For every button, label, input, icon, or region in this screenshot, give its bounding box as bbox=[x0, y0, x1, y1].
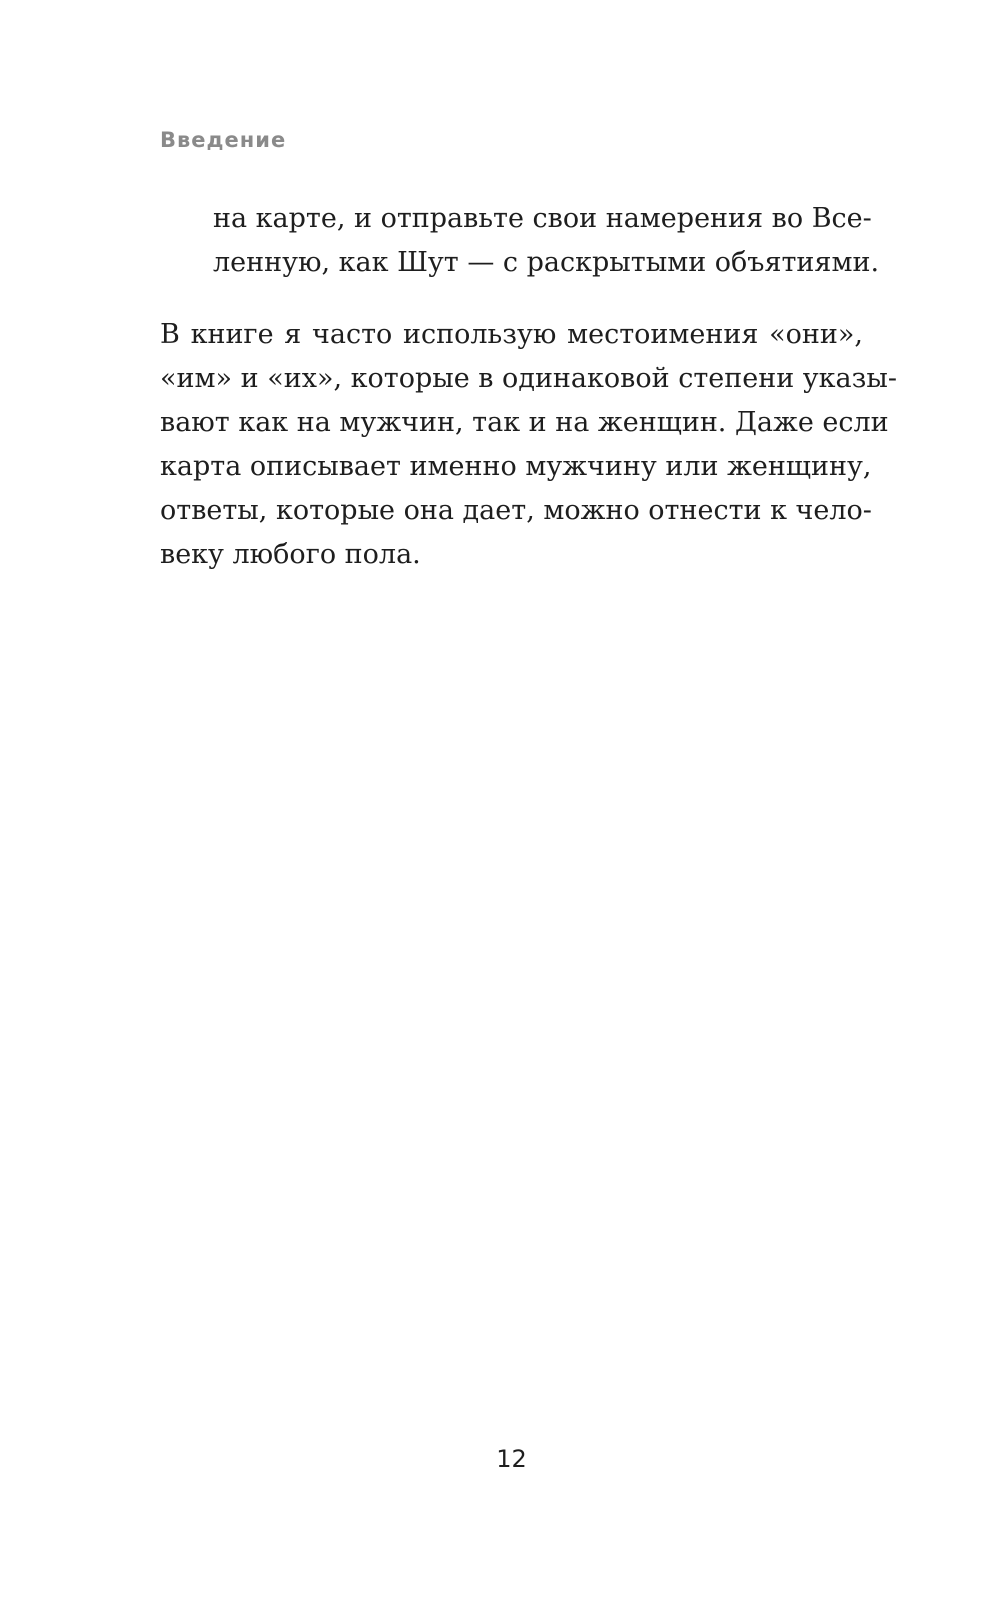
body-paragraph bbox=[160, 313, 897, 577]
text-line: на карте, и отправьте свои намерения во Все- bbox=[213, 203, 872, 234]
text-line: ответы, которые она дает, можно отнести к чело- bbox=[160, 495, 872, 526]
text-line: «им» и «их», которые в одинаковой степени указы- bbox=[160, 363, 897, 394]
text-line: вают как на мужчин, так и на женщин. Даже если bbox=[160, 407, 889, 438]
text-line: ленную, как Шут — с раскрытыми объятиями. bbox=[213, 247, 880, 278]
text-line: В книге я часто использую местоимения «они», bbox=[160, 319, 863, 350]
text-line: веку любого пола. bbox=[160, 539, 421, 570]
page-number: 12 bbox=[496, 1445, 527, 1473]
indented-text-block bbox=[213, 197, 880, 285]
text-line: карта описывает именно мужчину или женщину, bbox=[160, 451, 872, 482]
running-title: Введение bbox=[160, 128, 287, 152]
